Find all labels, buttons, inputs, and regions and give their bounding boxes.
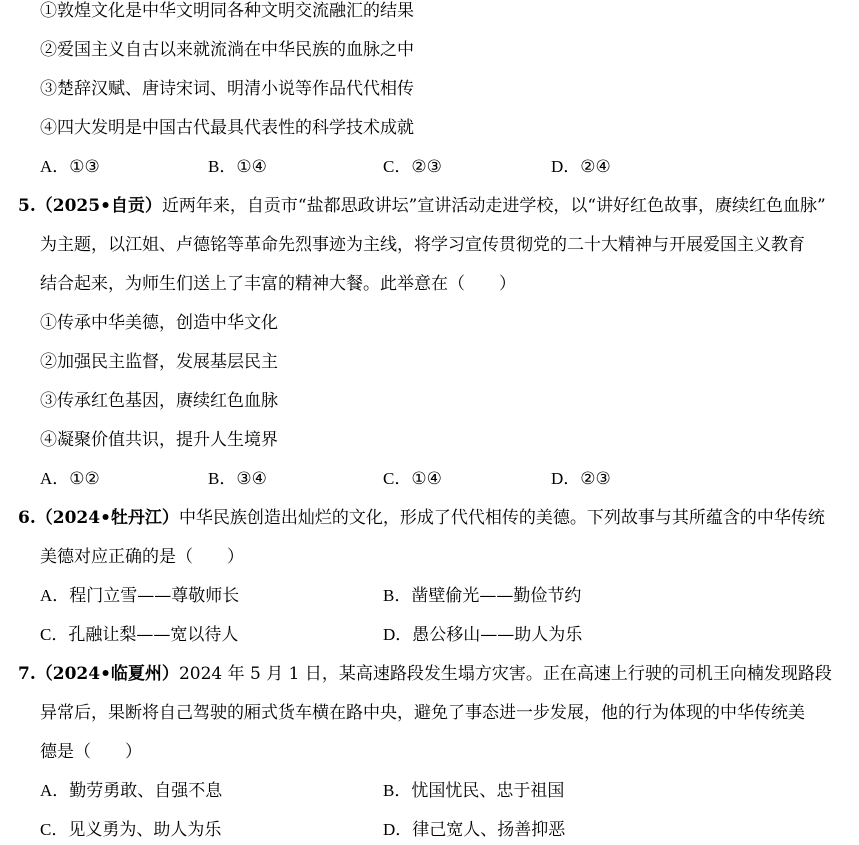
q6-source: （2024•牡丹江） xyxy=(35,508,179,528)
q5-item-3: ③传承红色基因，赓续红色血脉 xyxy=(40,391,278,411)
q5-option-b[interactable]: B．③④ xyxy=(208,469,267,489)
q4-item-2: ②爱国主义自古以来就流淌在中华民族的血脉之中 xyxy=(40,40,414,60)
q7-option-a[interactable]: A．勤劳勇敢、自强不息 xyxy=(40,781,223,801)
q7-option-d[interactable]: D．律己宽人、扬善抑恶 xyxy=(383,820,566,840)
q7-stem-line-1: 7.（2024•临夏州）2024 年 5 月 1 日，某高速路段发生塌方灾害。正在高速上行驶的司机王向楠发现路段 xyxy=(18,664,832,684)
q5-item-4: ④凝聚价值共识，提升人生境界 xyxy=(40,430,278,450)
q5-number: 5. xyxy=(18,196,36,216)
q4-option-c[interactable]: C．②③ xyxy=(383,157,442,177)
q7-option-b[interactable]: B．忧国忧民、忠于祖国 xyxy=(383,781,565,801)
q6-option-c[interactable]: C．孔融让梨——宽以待人 xyxy=(40,625,239,645)
q5-option-c[interactable]: C．①④ xyxy=(383,469,442,489)
q7-stem-line-2: 异常后，果断将自己驾驶的厢式货车横在路中央，避免了事态进一步发展，他的行为体现的中华传统美 xyxy=(40,703,805,723)
q4-option-a[interactable]: A．①③ xyxy=(40,157,100,177)
q4-item-4: ④四大发明是中国古代最具代表性的科学技术成就 xyxy=(40,118,414,138)
q5-option-d[interactable]: D．②③ xyxy=(551,469,611,489)
q6-option-d[interactable]: D．愚公移山——助人为乐 xyxy=(383,625,583,645)
q5-option-a[interactable]: A．①② xyxy=(40,469,100,489)
q6-option-a[interactable]: A．程门立雪——尊敬师长 xyxy=(40,586,240,606)
q6-stem-line-1: 6.（2024•牡丹江）中华民族创造出灿烂的文化，形成了代代相传的美德。下列故事与其所蕴含的中华传统 xyxy=(18,508,825,528)
q5-item-2: ②加强民主监督，发展基层民主 xyxy=(40,352,278,372)
q6-stem-line-2: 美德对应正确的是（ ） xyxy=(40,547,244,567)
q7-source: （2024•临夏州） xyxy=(35,664,179,684)
q5-stem-line-2: 为主题，以江姐、卢德铭等革命先烈事迹为主线，将学习宣传贯彻党的二十大精神与开展爱国主义教育 xyxy=(40,235,805,255)
q6-option-b[interactable]: B．凿壁偷光——勤俭节约 xyxy=(383,586,582,606)
q5-item-1: ①传承中华美德，创造中华文化 xyxy=(40,313,278,333)
q5-stem-line-3: 结合起来，为师生们送上了丰富的精神大餐。此举意在（ ） xyxy=(40,274,516,294)
q7-option-c[interactable]: C．见义勇为、助人为乐 xyxy=(40,820,222,840)
q4-option-b[interactable]: B．①④ xyxy=(208,157,267,177)
q5-stem-line-1: 5.（2025•自贡）近两年来，自贡市“盐都思政讲坛”宣讲活动走进学校，以“讲好红色故事，赓续红色血脉” xyxy=(18,196,826,216)
q7-stem-line-3: 德是（ ） xyxy=(40,742,142,762)
q5-source: （2025•自贡） xyxy=(35,196,162,216)
q4-item-1: ①敦煌文化是中华文明同各种文明交流融汇的结果 xyxy=(40,1,414,21)
q7-number: 7. xyxy=(18,664,36,684)
q4-item-3: ③楚辞汉赋、唐诗宋词、明清小说等作品代代相传 xyxy=(40,79,414,99)
q4-option-d[interactable]: D．②④ xyxy=(551,157,611,177)
q6-number: 6. xyxy=(18,508,36,528)
